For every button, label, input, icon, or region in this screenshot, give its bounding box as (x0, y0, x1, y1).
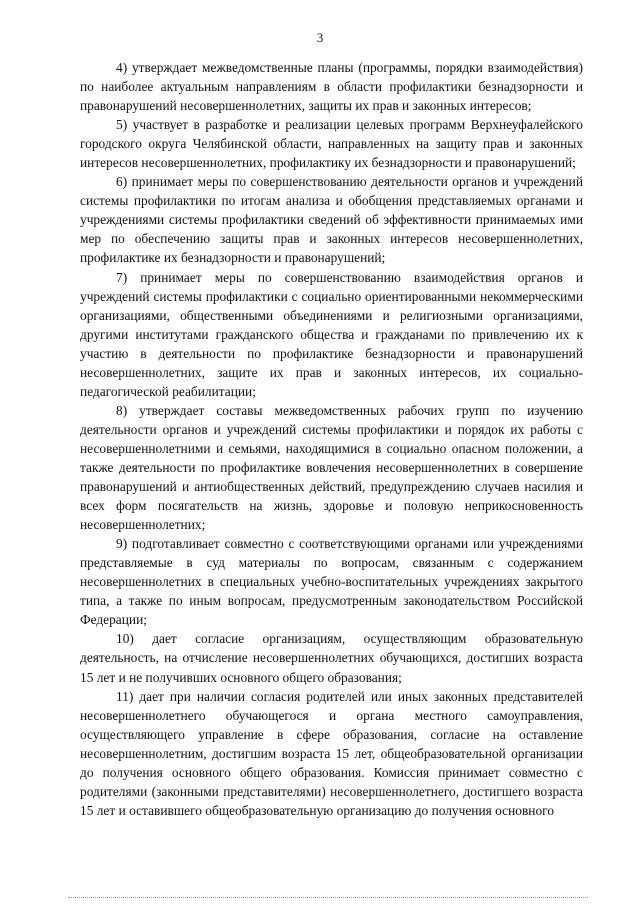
paragraph-item-11: 11) дает при наличии согласия родителей или иных законных представителей несовершеннолетнего обучающегося и органа местного самоуправления, осуществляющего управление в сфере образования, согласие на оставление несовершеннолетним, достигшим возраста 15 лет, общеобразовательной организации до получения основного общего образования. Комиссия принимает совместно с родителями (законными представителями) несовершеннолетнего, достигшего возраста 15 лет и оставившего общеобразовательную организацию до получения основного (80, 688, 583, 818)
scan-bottom-edge (68, 897, 588, 898)
paragraph-item-7: 7) принимает меры по совершенствованию взаимодействия органов и учреждений системы профилактики с социально ориентированными некоммерческими организациями, общественными объединениями и религиозными организациями, другими институтами гражданского общества и гражданами по привлечению их к участию в деятельности по профилактике безнадзорности и правонарушений несовершеннолетних, защите их прав и законных интересов, их социально-педагогической реабилитации; (80, 269, 583, 399)
paragraph-item-8: 8) утверждает составы межведомственных рабочих групп по изучению деятельности органов и учреждений системы профилактики и порядок их работы с несовершеннолетними и семьями, находящимися в социально опасном положении, а также деятельности по профилактике вовлечения несовершеннолетних в совершение правонарушений и антиобщественных действий, предупреждению случаев насилия и всех форм посягательств на жизнь, здоровье и половую неприкосновенность несовершеннолетних; (80, 402, 583, 533)
paragraph-item-4: 4) утверждает межведомственные планы (программы, порядки взаимодействия) по наиболее актуальным направлениям в области профилактики безнадзорности и правонарушений несовершеннолетних, защиты их прав и законных интересов; (80, 60, 583, 114)
paragraph-item-9: 9) подготавливает совместно с соответствующими органами или учреждениями представляемые в суд материалы по вопросам, связанным с содержанием несовершеннолетних в специальных учебно-воспитательных учреждениях закрытого типа, а также по иным вопросам, предусмотренным законодательством Российской Федерации; (80, 536, 583, 628)
page-number: 3 (316, 30, 324, 45)
paragraph-item-5: 5) участвует в разработке и реализации целевых программ Верхнеуфалейского городского округа Челябинской области, направленных на защиту прав и законных интересов несовершеннолетних, профилактику их безнадзорности и правонарушений; (80, 117, 583, 171)
paragraph-item-6: 6) принимает меры по совершенствованию деятельности органов и учреждений системы профилактики по итогам анализа и обобщения представляемых органами и учреждениями системы профилактики сведений об эффективности принимаемых ими мер по обеспечению защиты прав и законных интересов несовершеннолетних, профилактике их безнадзорности и правонарушений; (80, 174, 583, 266)
paragraph-item-10: 10) дает согласие организациям, осуществляющим образовательную деятельность, на отчисление несовершеннолетних обучающихся, достигших возраста 15 лет и не получивших основного общего образования; (80, 631, 583, 685)
document-body (80, 58, 583, 820)
